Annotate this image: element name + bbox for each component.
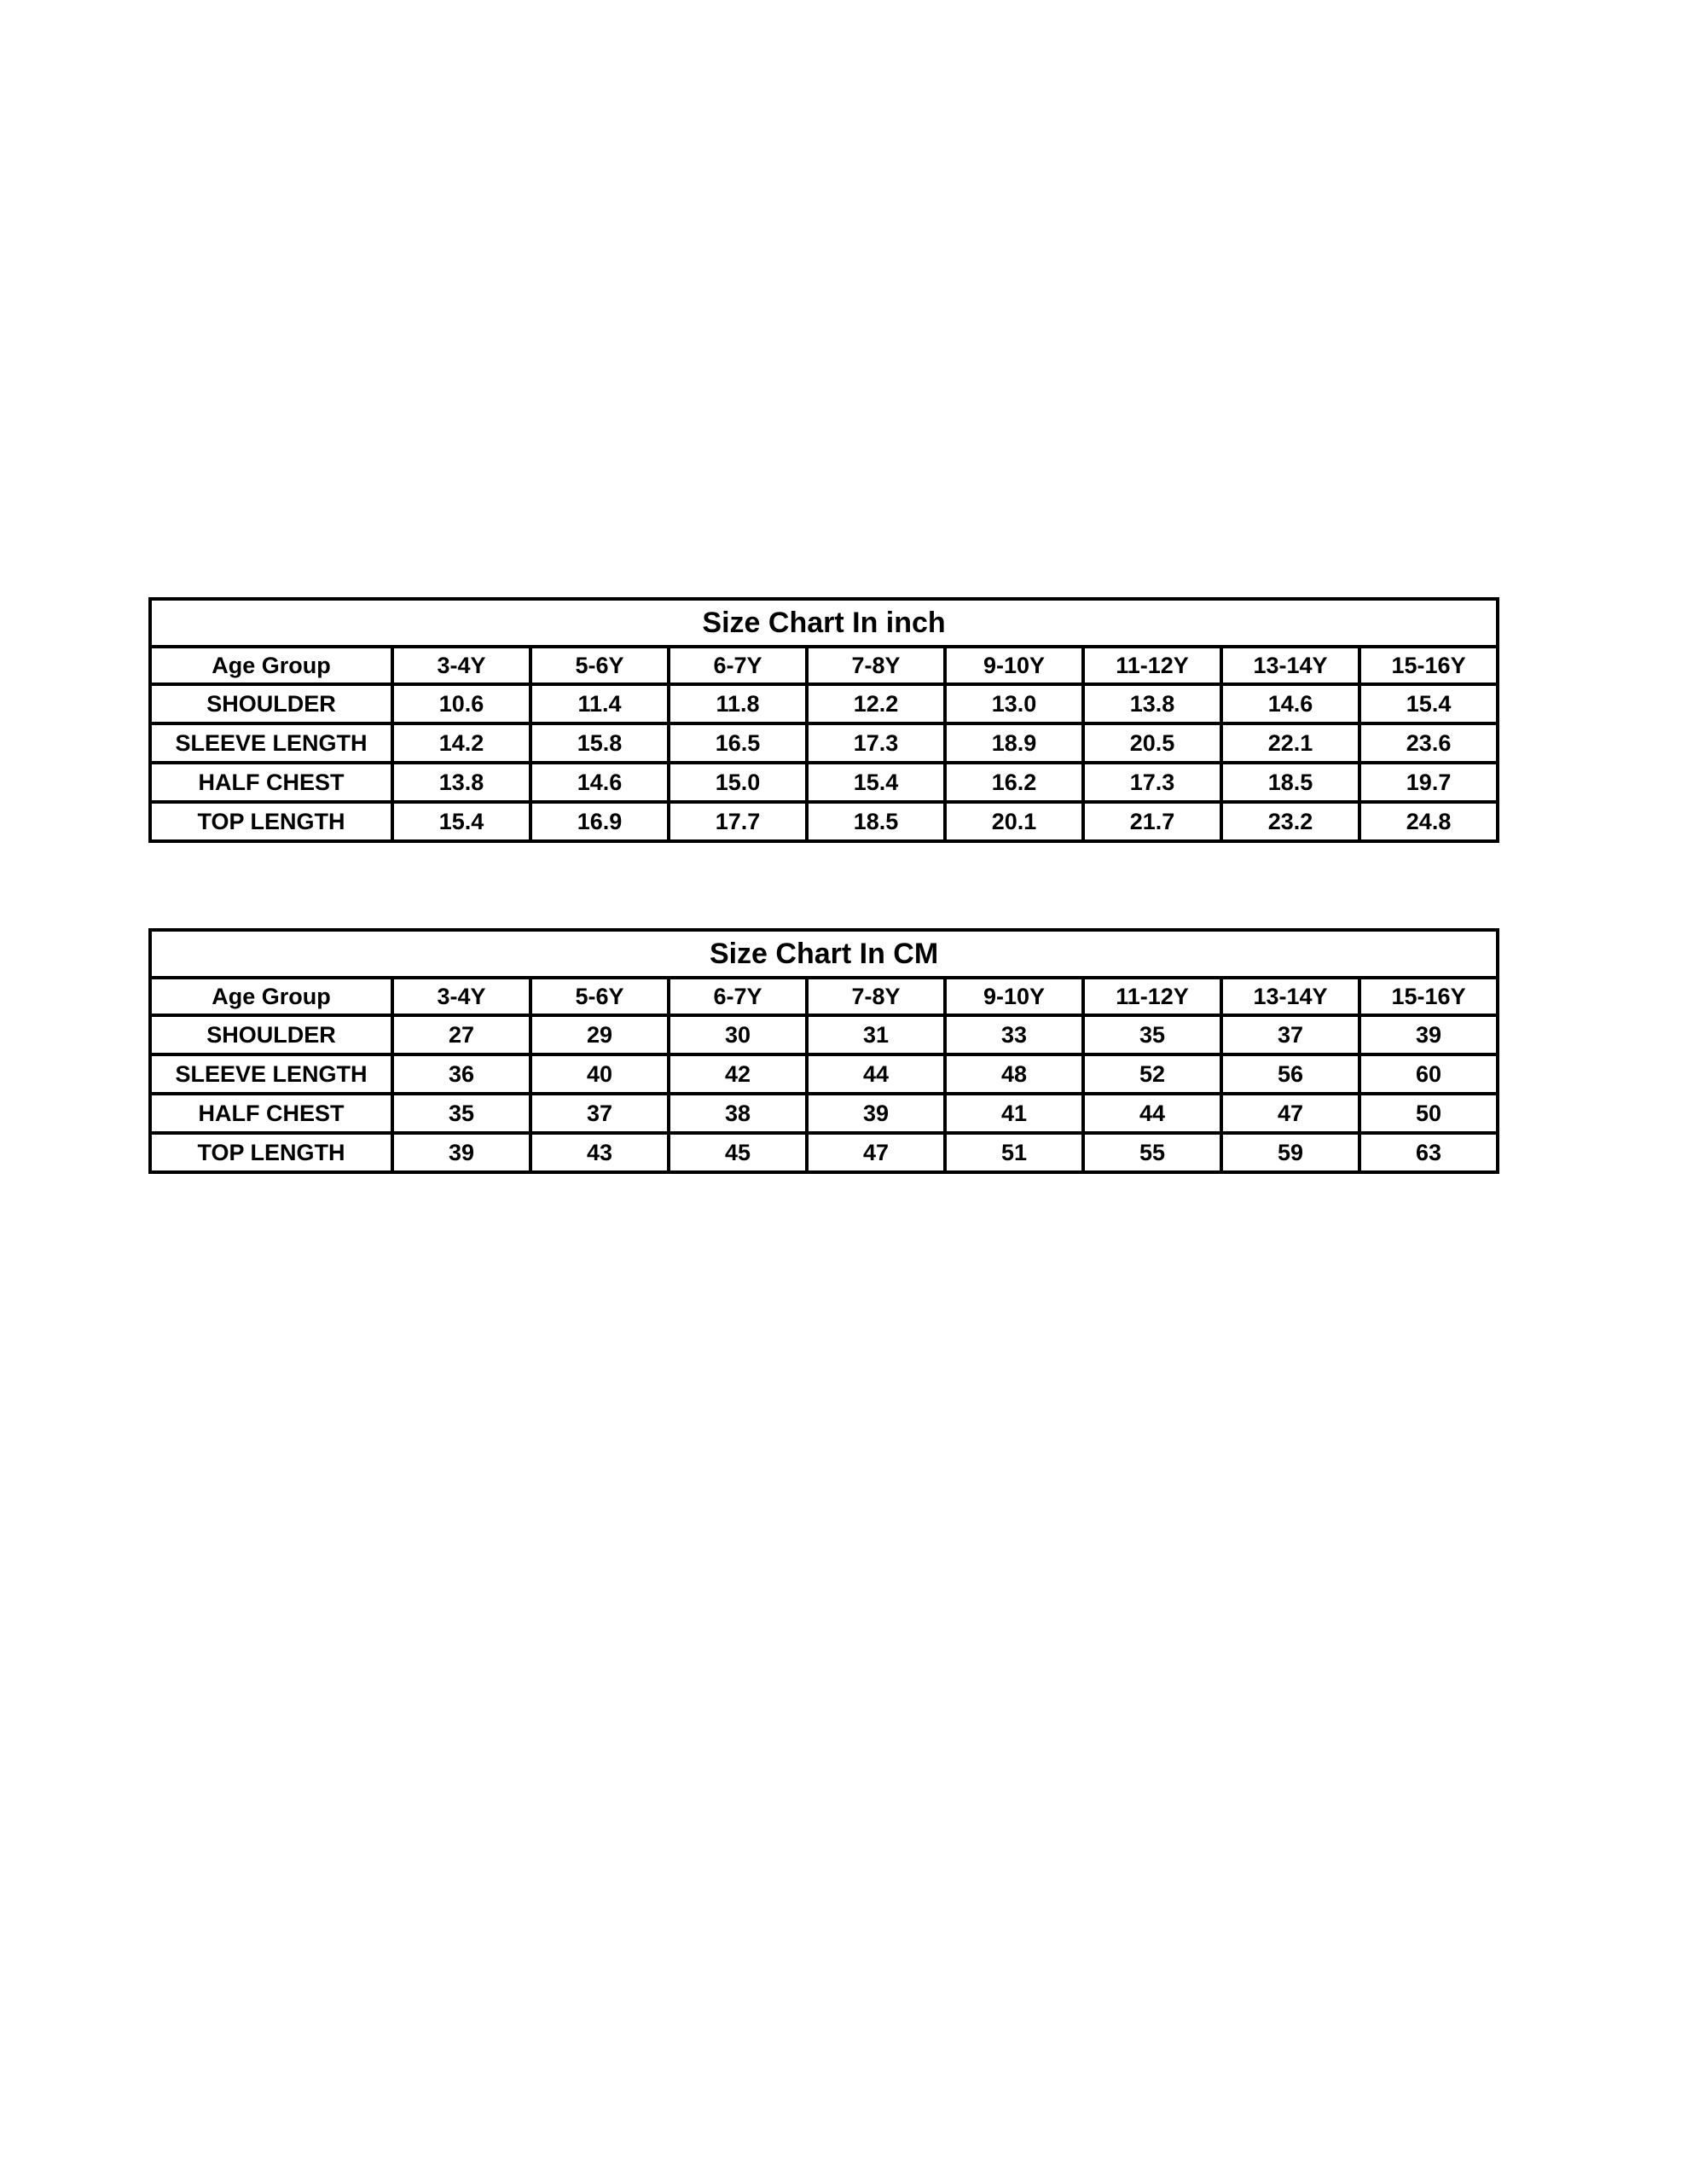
table-row bbox=[150, 684, 1498, 723]
value-cell: 18.9 bbox=[945, 723, 1083, 763]
value-cell: 40 bbox=[530, 1054, 669, 1094]
age-column-header: 9-10Y bbox=[945, 647, 1083, 684]
value-cell: 29 bbox=[530, 1015, 669, 1054]
value-cell: 13.8 bbox=[1083, 684, 1221, 723]
age-column-header: 9-10Y bbox=[945, 978, 1083, 1015]
value-cell: 14.6 bbox=[530, 763, 669, 802]
value-cell: 41 bbox=[945, 1094, 1083, 1133]
value-cell: 17.3 bbox=[807, 723, 945, 763]
value-cell: 63 bbox=[1359, 1133, 1498, 1172]
value-cell: 15.0 bbox=[669, 763, 807, 802]
table-row bbox=[150, 1133, 1498, 1172]
row-label: SHOULDER bbox=[150, 684, 392, 723]
value-cell: 37 bbox=[1221, 1015, 1359, 1054]
value-cell: 31 bbox=[807, 1015, 945, 1054]
age-column-header: 15-16Y bbox=[1359, 978, 1498, 1015]
value-cell: 21.7 bbox=[1083, 802, 1221, 841]
value-cell: 36 bbox=[392, 1054, 530, 1094]
value-cell: 11.4 bbox=[530, 684, 669, 723]
value-cell: 15.4 bbox=[1359, 684, 1498, 723]
age-column-header: 6-7Y bbox=[669, 647, 807, 684]
value-cell: 56 bbox=[1221, 1054, 1359, 1094]
value-cell: 19.7 bbox=[1359, 763, 1498, 802]
row-label: TOP LENGTH bbox=[150, 802, 392, 841]
value-cell: 15.8 bbox=[530, 723, 669, 763]
value-cell: 18.5 bbox=[1221, 763, 1359, 802]
value-cell: 39 bbox=[392, 1133, 530, 1172]
age-column-header: 13-14Y bbox=[1221, 647, 1359, 684]
value-cell: 23.6 bbox=[1359, 723, 1498, 763]
value-cell: 15.4 bbox=[392, 802, 530, 841]
size-chart-cm-table bbox=[148, 928, 1499, 1174]
value-cell: 50 bbox=[1359, 1094, 1498, 1133]
value-cell: 51 bbox=[945, 1133, 1083, 1172]
value-cell: 16.2 bbox=[945, 763, 1083, 802]
value-cell: 42 bbox=[669, 1054, 807, 1094]
value-cell: 11.8 bbox=[669, 684, 807, 723]
value-cell: 52 bbox=[1083, 1054, 1221, 1094]
age-column-header: 3-4Y bbox=[392, 647, 530, 684]
value-cell: 44 bbox=[807, 1054, 945, 1094]
table-row bbox=[150, 1015, 1498, 1054]
value-cell: 10.6 bbox=[392, 684, 530, 723]
value-cell: 37 bbox=[530, 1094, 669, 1133]
row-label: SLEEVE LENGTH bbox=[150, 1054, 392, 1094]
value-cell: 33 bbox=[945, 1015, 1083, 1054]
value-cell: 14.6 bbox=[1221, 684, 1359, 723]
table-row bbox=[150, 1054, 1498, 1094]
value-cell: 59 bbox=[1221, 1133, 1359, 1172]
value-cell: 16.5 bbox=[669, 723, 807, 763]
table-row bbox=[150, 723, 1498, 763]
table-row bbox=[150, 802, 1498, 841]
age-column-header: 5-6Y bbox=[530, 978, 669, 1015]
age-group-header: Age Group bbox=[150, 647, 392, 684]
table-header-row bbox=[150, 978, 1498, 1015]
value-cell: 44 bbox=[1083, 1094, 1221, 1133]
age-group-header: Age Group bbox=[150, 978, 392, 1015]
age-column-header: 11-12Y bbox=[1083, 978, 1221, 1015]
age-column-header: 3-4Y bbox=[392, 978, 530, 1015]
value-cell: 18.5 bbox=[807, 802, 945, 841]
value-cell: 47 bbox=[1221, 1094, 1359, 1133]
table-row bbox=[150, 1094, 1498, 1133]
value-cell: 14.2 bbox=[392, 723, 530, 763]
value-cell: 35 bbox=[1083, 1015, 1221, 1054]
value-cell: 38 bbox=[669, 1094, 807, 1133]
value-cell: 20.5 bbox=[1083, 723, 1221, 763]
value-cell: 15.4 bbox=[807, 763, 945, 802]
value-cell: 55 bbox=[1083, 1133, 1221, 1172]
table-title-row bbox=[150, 930, 1498, 978]
age-column-header: 13-14Y bbox=[1221, 978, 1359, 1015]
value-cell: 30 bbox=[669, 1015, 807, 1054]
value-cell: 22.1 bbox=[1221, 723, 1359, 763]
value-cell: 35 bbox=[392, 1094, 530, 1133]
table-title-row bbox=[150, 599, 1498, 647]
table-row bbox=[150, 763, 1498, 802]
value-cell: 13.8 bbox=[392, 763, 530, 802]
age-column-header: 11-12Y bbox=[1083, 647, 1221, 684]
value-cell: 39 bbox=[1359, 1015, 1498, 1054]
value-cell: 43 bbox=[530, 1133, 669, 1172]
value-cell: 13.0 bbox=[945, 684, 1083, 723]
size-chart-inch-table bbox=[148, 597, 1499, 843]
table-header-row bbox=[150, 647, 1498, 684]
age-column-header: 6-7Y bbox=[669, 978, 807, 1015]
value-cell: 17.3 bbox=[1083, 763, 1221, 802]
row-label: TOP LENGTH bbox=[150, 1133, 392, 1172]
value-cell: 48 bbox=[945, 1054, 1083, 1094]
age-column-header: 7-8Y bbox=[807, 647, 945, 684]
age-column-header: 15-16Y bbox=[1359, 647, 1498, 684]
value-cell: 45 bbox=[669, 1133, 807, 1172]
value-cell: 27 bbox=[392, 1015, 530, 1054]
table-title: Size Chart In CM bbox=[150, 930, 1498, 978]
value-cell: 23.2 bbox=[1221, 802, 1359, 841]
value-cell: 12.2 bbox=[807, 684, 945, 723]
row-label: HALF CHEST bbox=[150, 763, 392, 802]
value-cell: 24.8 bbox=[1359, 802, 1498, 841]
value-cell: 20.1 bbox=[945, 802, 1083, 841]
age-column-header: 5-6Y bbox=[530, 647, 669, 684]
row-label: SHOULDER bbox=[150, 1015, 392, 1054]
value-cell: 16.9 bbox=[530, 802, 669, 841]
value-cell: 17.7 bbox=[669, 802, 807, 841]
value-cell: 39 bbox=[807, 1094, 945, 1133]
value-cell: 47 bbox=[807, 1133, 945, 1172]
value-cell: 60 bbox=[1359, 1054, 1498, 1094]
row-label: HALF CHEST bbox=[150, 1094, 392, 1133]
row-label: SLEEVE LENGTH bbox=[150, 723, 392, 763]
age-column-header: 7-8Y bbox=[807, 978, 945, 1015]
table-title: Size Chart In inch bbox=[150, 599, 1498, 647]
